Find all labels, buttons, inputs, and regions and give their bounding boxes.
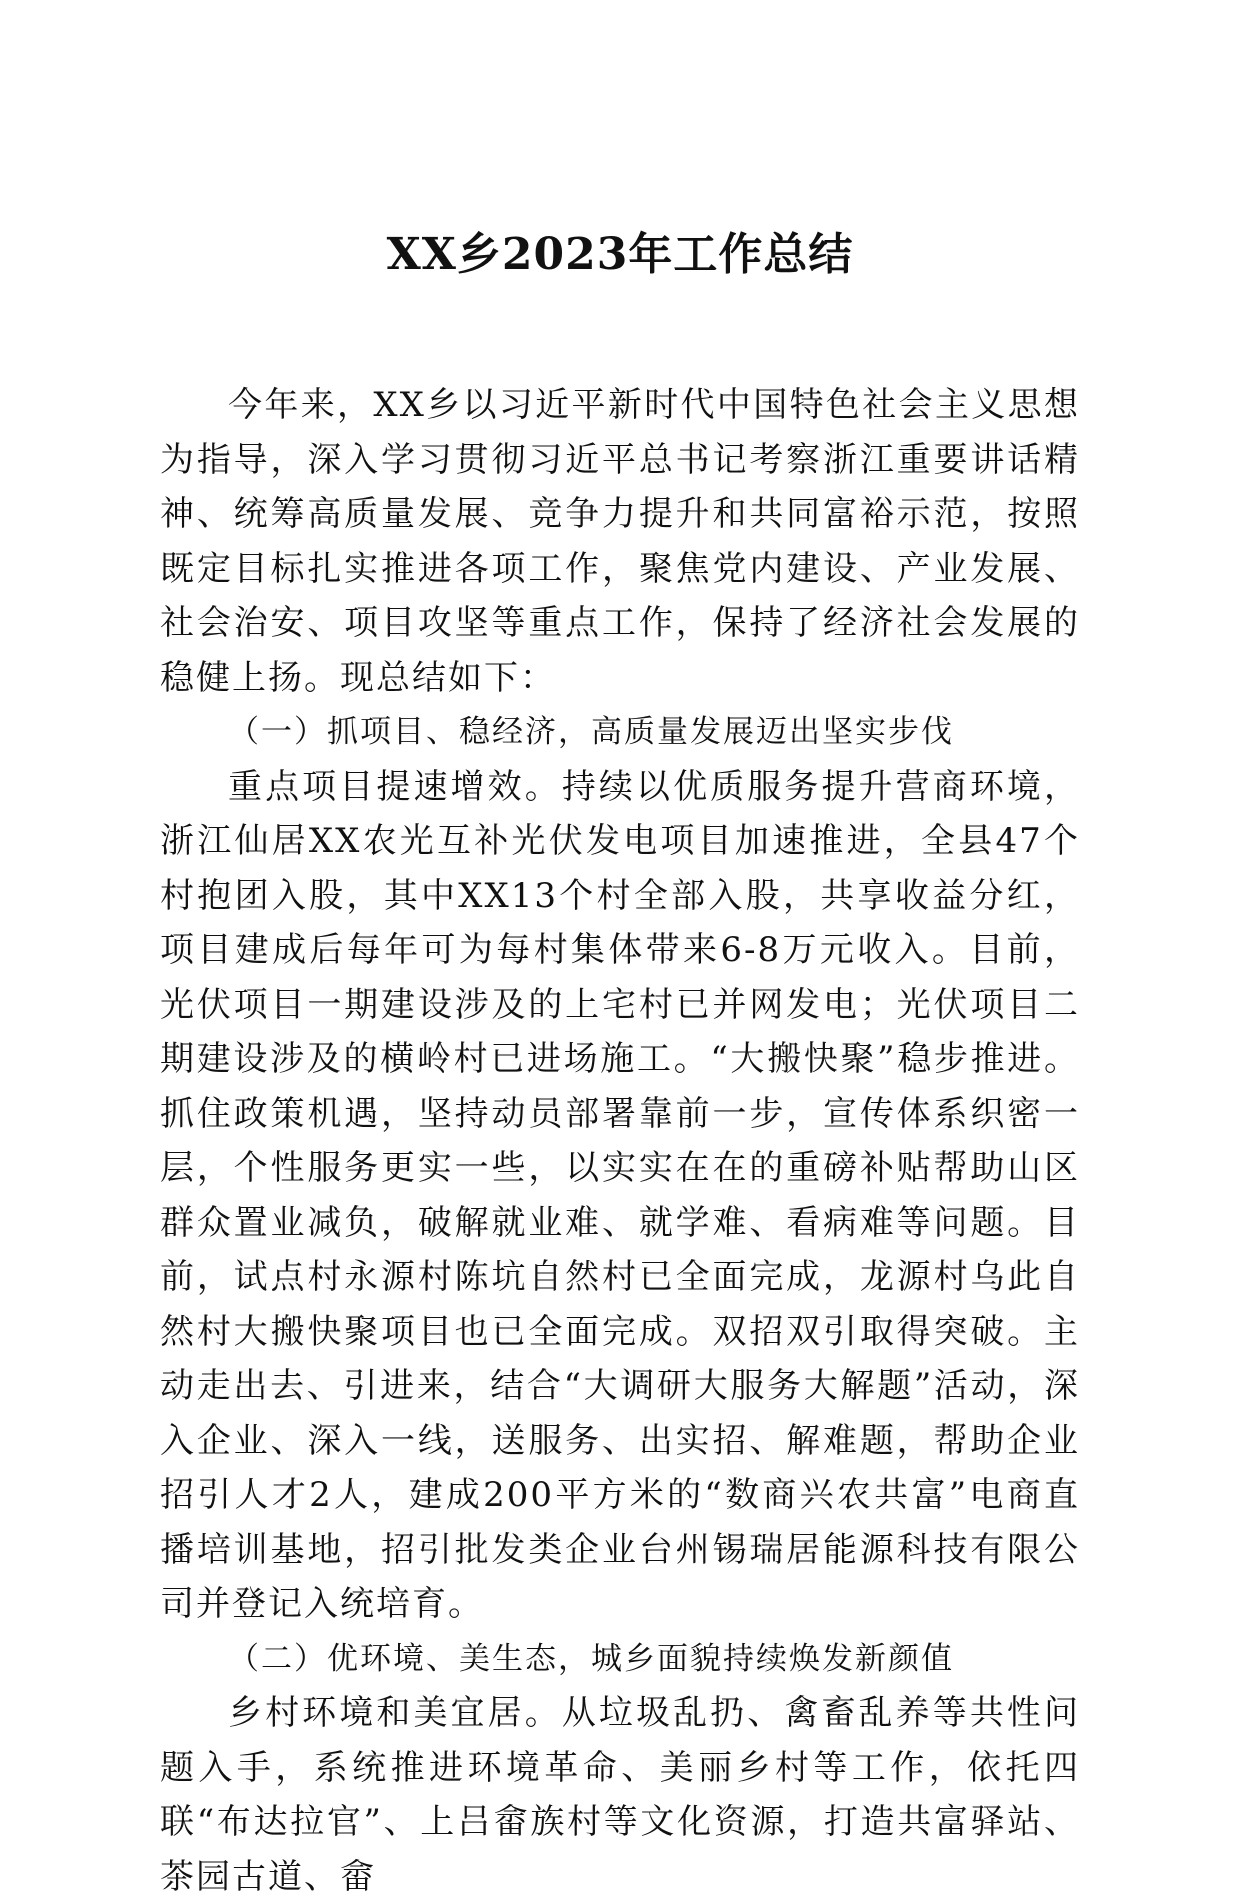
section-2-paragraph: 乡村环境和美宜居。从垃圾乱扔、禽畜乱养等共性问题入手，系统推进环境革命、美丽乡村等工作，依托四联“布达拉官”、上吕畲族村等文化资源，打造共富驿站、茶园古道、畲 [160,1693,1080,1897]
section-2-heading: （二）优环境、美生态，城乡面貌持续焕发新颜值 [228,1640,954,1677]
section-1-paragraph: 重点项目提速增效。持续以优质服务提升营商环境，浙江仙居XX农光互补光伏发电项目加速推进，全县47个村抱团入股，其中XX13个村全部入股，共享收益分红，项目建成后每年可为每村集体带来6-8万元收入。目前，光伏项目一期建设涉及的上宅村已并网发电；光伏项目二期建设涉及的横岭村已进场施工。“大搬快聚”稳步推进。抓住政策机遇，坚持动员部署靠前一步，宣传体系织密一层，个性服务更实一些，以实实在在的重磅补贴帮助山区群众置业减负，破解就业难、就学难、看病难等问题。目前，试点村永源村陈坑自然村已全面完成，龙源村乌此自然村大搬快聚项目也已全面完成。双招双引取得突破。主动走出去、引进来，结合“大调研大服务大解题”活动，深入企业、深入一线，送服务、出实招、解难题，帮助企业招引人才2人，建成200平方米的“数商兴农共富”电商直播培训基地，招引批发类企业台州锡瑞居能源科技有限公司并登记入统培育。 [160,766,1080,1624]
intro-paragraph: 今年来，XX乡以习近平新时代中国特色社会主义思想为指导，深入学习贯彻习近平总书记考察浙江重要讲话精神、统筹高质量发展、竞争力提升和共同富裕示范，按照既定目标扎实推进各项工作，聚焦党内建设、产业发展、社会治安、项目攻坚等重点工作，保持了经济社会发展的稳健上扬。现总结如下： [160,385,1080,698]
document-title: XX乡2023年工作总结 [386,229,854,280]
section-1-heading: （一）抓项目、稳经济，高质量发展迈出坚实步伐 [228,714,954,750]
document-body [160,378,1080,1904]
